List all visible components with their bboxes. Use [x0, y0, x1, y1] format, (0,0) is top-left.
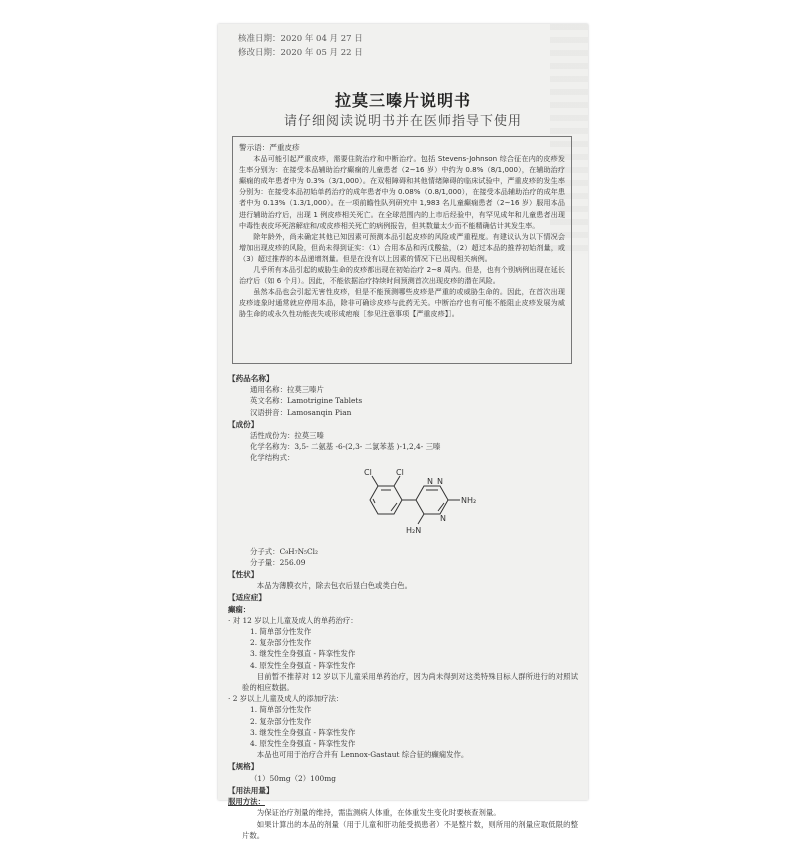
list-item: 3. 继发性全身强直 - 阵挛性发作: [250, 727, 356, 737]
warning-box: [232, 136, 572, 364]
warning-paragraph-1: 本品可能引起严重皮疹，需要住院治疗和中断治疗。包括 Stevens-Johnson 综合征在内的皮疹发生率分别为：在接受本品辅助治疗癫痫的儿童患者（2~16 岁）中约为 0.8%（8/1,000），在辅助治疗癫痫的成年患者中为 0.3%（3/1,000）。在双相障碍和其他情绪障碍的临床试验中，严重皮疹的发生率分别为：在接受本品初始单药治疗的成年患者中为 0.08%（0.8/1,000），在接受本品辅助治疗的成年患者中为 0.13%（1.3/1,000）。在一项前瞻性队列研究中 1,983 名儿童癫痫患者（2~16 岁）服用本品进行辅助治疗后，出现 1 例皮疹相关死亡。在全球范围内的上市后经验中，有罕见成年和儿童患者出现中毒性表皮坏死溶解症和/或皮疹相关死亡的病例报告，但其数量太少而不能精确估计其发生率。: [239, 154, 565, 230]
list-item: 2. 复杂部分性发作: [250, 638, 312, 648]
monotherapy-group: · 对 12 岁以上儿童及成人的单药治疗：: [228, 615, 358, 625]
approval-date: 核准日期：2020 年 04 月 27 日: [238, 34, 363, 44]
lamotrigine-structure-diagram: [348, 466, 498, 546]
document-title: 拉莫三嗪片说明书: [334, 91, 471, 110]
usage-paragraph-1: 为保证治疗剂量的维持，需监测病人体重，在体重发生变化时要核查剂量。: [256, 808, 501, 818]
properties-header: 【性状】: [228, 570, 259, 580]
generic-name: 通用名称：拉莫三嗪片: [250, 385, 324, 395]
lennox-gastaut-note: 本品也可用于治疗合并有 Lennox-Gastaut 综合征的癫痫发作。: [256, 750, 469, 760]
dates-block: [238, 32, 363, 60]
warning-paragraph-3: 几乎所有本品引起的威胁生命的皮疹都出现在初始治疗 2~8 周内。但是，也有个别病例出现在延长治疗后（如 6 个月）。因此，不能依据治疗持续时间预测首次出现皮疹的潜在风险。: [239, 265, 565, 286]
list-item: 4. 原发性全身强直 - 阵挛性发作: [250, 660, 356, 670]
active-ingredient: 活性成份为：拉莫三嗪: [250, 431, 324, 441]
insert-body: [228, 372, 578, 841]
drug-name-header: 【药品名称】: [228, 374, 274, 383]
list-item: 4. 原发性全身强直 - 阵挛性发作: [250, 739, 356, 749]
nitrogen-label-2: N: [437, 476, 443, 486]
revision-date: 修改日期：2020 年 05 月 22 日: [238, 48, 363, 58]
warning-paragraph-2: 除年龄外，尚未确定其他已知因素可预测本品引起皮疹的风险或严重程度。有建议认为以下情况会增加出现皮疹的风险，但尚未得到证实：（1）合用本品和丙戊酸盐，（2）超过本品的推荐初始剂量，或（3）超过推荐的本品递增剂量。但是在没有以上因素的情况下已出现相关病例。: [239, 231, 565, 263]
structure-label: 化学结构式：: [250, 453, 295, 463]
usage-header: 【用法用量】: [228, 785, 274, 795]
properties-text: 本品为薄膜衣片，除去包衣后显白色或类白色。: [256, 581, 413, 591]
administration-label: 服用方法：: [228, 797, 265, 807]
list-item: 1. 简单部分性发作: [250, 627, 312, 637]
usage-paragraph-2: 如果计算出的本品的剂量（用于儿童和肝功能受损患者）不是整片数，则所用的剂量应取低限的整片数。: [242, 819, 578, 840]
english-name: 英文名称：Lamotrigine Tablets: [250, 396, 363, 406]
nitrogen-label-1: N: [427, 476, 433, 486]
chemical-structure: [348, 466, 578, 546]
specification-header: 【规格】: [228, 762, 259, 772]
epilepsy-label: 癫痫：: [228, 604, 251, 614]
package-insert-sheet: [218, 24, 588, 840]
pinyin-name: 汉语拼音：Lamosanqin Pian: [250, 407, 352, 417]
list-item: 2. 复杂部分性发作: [250, 716, 312, 726]
warning-title: 警示语：严重皮疹: [239, 143, 300, 152]
nitrogen-label-3: N: [440, 513, 446, 523]
amino-label-2: H₂N: [406, 525, 422, 535]
molecular-weight: 分子量：256.09: [250, 557, 306, 567]
chlorine-label-2: Cl: [396, 467, 404, 477]
warning-paragraph-4: 虽然本品也会引起无害性皮疹，但是不能预测哪些皮疹是严重的或威胁生命的。因此，在首次出现皮疹迹象时通常就应停用本品，除非可确诊皮疹与此药无关。中断治疗也有可能不能阻止皮疹发展为威胁生命的或永久性功能丧失或形成疤痕［参见注意事项【严重皮疹】］。: [239, 287, 565, 319]
monotherapy-note: 目前暂不推荐对 12 岁以下儿童采用单药治疗，因为尚未得到对这类特殊目标人群所进行的对照试验的相应数据。: [242, 671, 578, 693]
list-item: 1. 简单部分性发作: [250, 705, 312, 715]
list-item: 3. 继发性全身强直 - 阵挛性发作: [250, 649, 356, 659]
chlorine-label-1: Cl: [364, 467, 372, 477]
molecular-formula: 分子式：C₉H₇N₅Cl₂: [250, 546, 318, 556]
specification-text: （1）50mg（2）100mg: [250, 773, 336, 783]
adjunctive-group: · 2 岁以上儿童及成人的添加疗法：: [228, 694, 344, 704]
chemical-name: 化学名称为：3,5- 二氨基 -6-(2,3- 二氯苯基 )-1,2,4- 三嗪: [250, 442, 441, 452]
composition-header: 【成份】: [228, 419, 259, 429]
amino-label-1: NH₂: [461, 495, 477, 505]
indications-header: 【适应症】: [228, 593, 266, 603]
document-subtitle: 请仔细阅读说明书并在医师指导下使用: [283, 114, 522, 129]
